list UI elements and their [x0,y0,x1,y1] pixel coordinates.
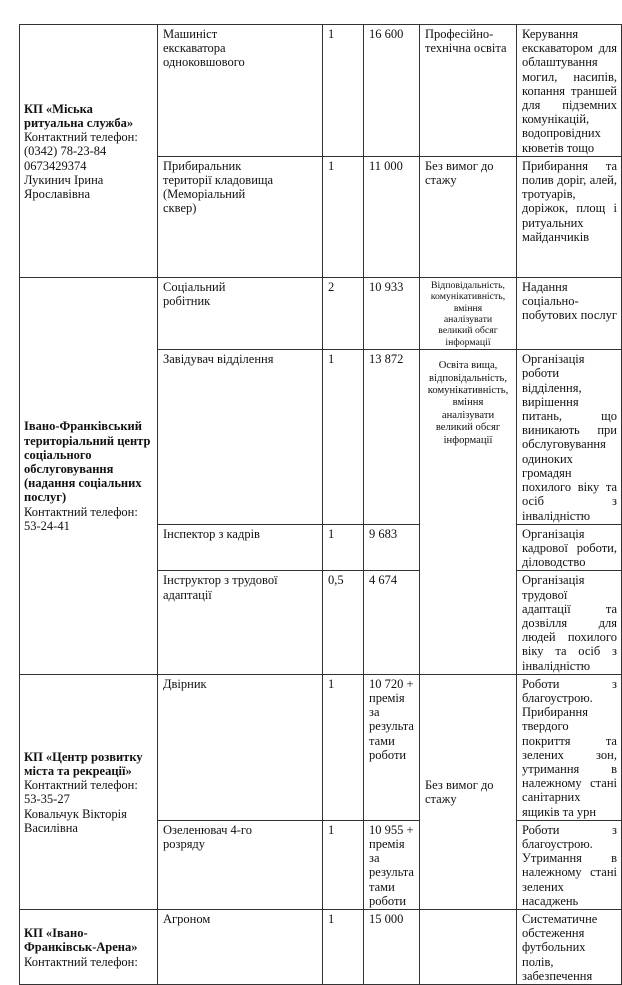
employer-contact: Контактний телефон: [24,954,138,969]
count-cell: 1 [323,25,364,157]
table-row [20,25,622,157]
salary-cell: 15 000 [364,909,420,984]
employer-name: КП «Центр розвитку міста та рекреації» [24,749,143,778]
employer-name: Івано-Франківський територіальний центр соціального обслуговування (надання соціальних послуг) [24,419,151,505]
position-cell: Агроном [158,909,323,984]
employer-name: КП «Міська ритуальна служба» [24,101,134,130]
salary-cell: 16 600 [364,25,420,157]
table-row [20,277,622,349]
position-cell: Прибиральник території кладовища (Меморіальний сквер) [158,156,323,277]
employer-cell [20,277,158,674]
salary-cell: 9 683 [364,524,420,571]
salary-cell: 4 674 [364,571,420,674]
duties-cell: Організація трудової адаптації та дозвілля для людей похилого віку та осіб з інвалідністю [517,571,622,674]
employer-contact: Контактний телефон: 53-24-41 [24,504,138,533]
count-cell: 0,5 [323,571,364,674]
requirements-cell [420,909,517,984]
count-cell: 1 [323,524,364,571]
employer-name: КП «Івано- Франківськ-Арена» [24,926,138,955]
employer-cell [20,909,158,984]
duties-cell: Прибирання та полив доріг, алей, тротуарів, доріжок, площ і ритуальних майданчиків [517,156,622,277]
table-row [20,674,622,820]
duties-cell: Роботи з благоустрою. Утримання в належному стані зелених насаджень [517,820,622,909]
position-cell: Інспектор з кадрів [158,524,323,571]
salary-cell: 11 000 [364,156,420,277]
count-cell: 2 [323,277,364,349]
count-cell: 1 [323,820,364,909]
requirements-cell: Відповідальність, комунікативність, вміння аналізувати великий обсяг інформації [420,277,517,349]
employer-cell [20,25,158,278]
duties-cell: Керування екскаватором для облаштування могил, насипів, копання траншей для підземних комунікацій, водопровідних кюветів тощо [517,25,622,157]
duties-cell: Надання соціально-побутових послуг [517,277,622,349]
vacancies-table [19,24,622,985]
count-cell: 1 [323,909,364,984]
employer-contact: Контактний телефон: (0342) 78-23-84 0673429374 Лукинич Ірина Ярославівна [24,130,138,201]
position-cell: Машиніст екскаватора одноковшового [158,25,323,157]
requirements-cell: Без вимог до стажу [420,156,517,277]
duties-cell: Систематичне обстеження футбольних полів, забезпечення [517,909,622,984]
position-cell: Двірник [158,674,323,820]
employer-contact: Контактний телефон: 53-35-27 Ковальчук Вікторія Василівна [24,778,138,835]
count-cell: 1 [323,156,364,277]
salary-cell: 10 955 + премія за результа тами роботи [364,820,420,909]
position-cell: Соціальний робітник [158,277,323,349]
salary-cell: 10 933 [364,277,420,349]
duties-cell: Організація кадрової роботи, діловодство [517,524,622,571]
salary-cell: 10 720 + премія за результа тами роботи [364,674,420,820]
salary-cell: 13 872 [364,350,420,524]
position-cell: Інструктор з трудової адаптації [158,571,323,674]
duties-cell: Роботи з благоустрою. Прибирання твердого покриття та зелених зон, утримання в належному стані санітарних ящиків та урн [517,674,622,820]
duties-cell: Організація роботи відділення, вирішення питань, що виникають при обслуговування одиноких громадян похилого віку та осіб з інвалідністю [517,350,622,524]
requirements-cell: Професійно- технічна освіта [420,25,517,157]
position-cell: Завідувач відділення [158,350,323,524]
count-cell: 1 [323,350,364,524]
count-cell: 1 [323,674,364,820]
table-row [20,909,622,984]
position-cell: Озеленювач 4-го розряду [158,820,323,909]
requirements-cell: Освіта вища, відповідальність, комунікативність, вміння аналізувати великий обсяг інформації [420,350,517,674]
employer-cell [20,674,158,909]
requirements-cell: Без вимог до стажу [420,674,517,909]
